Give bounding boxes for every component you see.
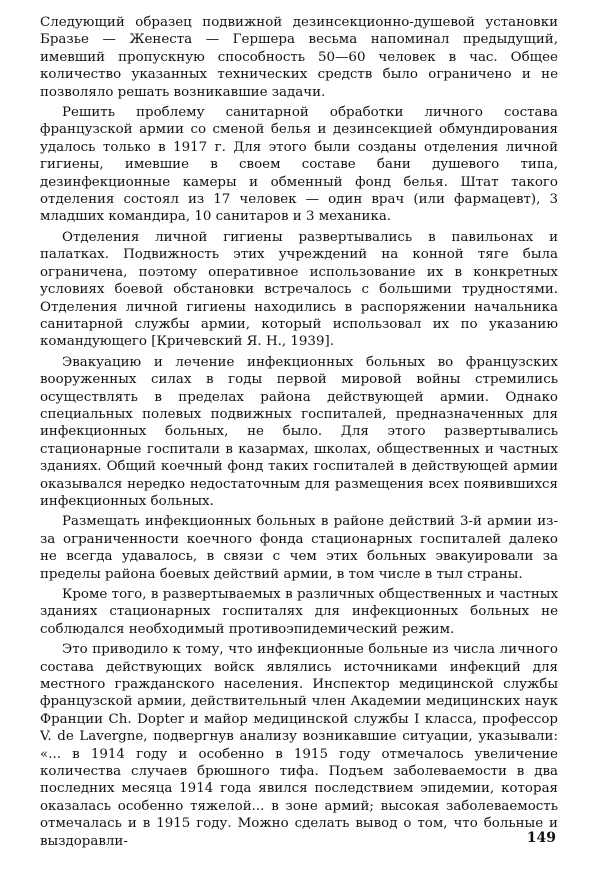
- paragraph-6: Кроме того, в развертываемых в различных общественных и частных зданиях стационарных госпиталях для инфекционных больных не соблюдался необходимый противоэпидемический режим.: [40, 587, 558, 637]
- paragraph-2: Решить проблему санитарной обработки личного состава французской армии со сменой белья и дезинсекцией обмундирования удалось только в 1917 г. Для этого были созданы отделения личной гигиены, имевшие в своем составе бани душевого типа, дезинфекционные камеры и обменный фонд белья. Штат такого отделения состоял из 17 человек — один врач (или фармацевт), 3 младших командира, 10 санитаров и 3 механика.: [40, 105, 558, 225]
- paragraph-5: Размещать инфекционных больных в районе действий 3-й армии из-за ограниченности коечного фонда стационарных госпиталей далеко не всегда удавалось, в связи с чем этих больных эвакуировали за пределы района боевых действий армии, в том числе в тыл страны.: [40, 514, 558, 582]
- paragraph-1: Следующий образец подвижной дезинсекционно-душевой установки Бразье — Женеста — Гершера весьма напоминал предыдущий, имевший пропускную способность 50—60 человек в час. Общее количество указанных технических средств было ограничено и не позволяло решать возникавшие задачи.: [40, 15, 558, 100]
- paragraph-7: Это приводило к тому, что инфекционные больные из числа личного состава действующих войск являлись источниками инфекций для местного гражданского населения. Инспектор медицинской службы французской армии, действительный член Академии медицинских наук Франции Ch. Dopter и майор медицинской службы I класса, профессор V. de Lavergne, подвергнув анализу возникавшие ситуации, указывали: «... в 1914 году и особенно в 1915 году отмечалось увеличение количества случаев брюшного тифа. Подъем заболеваемости в два последних месяца 1914 года явился последствием эпидемии, которая оказалась особенно тяжелой... в зоне армий; высокая заболеваемость отмечалась и в 1915 году. Можно сделать вывод о том, что больные и выздоравли-: [40, 642, 558, 849]
- page-body: [40, 14, 558, 853]
- paragraph-4: Эвакуацию и лечение инфекционных больных во французских вооруженных силах в годы первой мировой войны стремились осуществлять в пределах района действующей армии. Однако специальных полевых подвижных госпиталей, предназначенных для инфекционных больных, не было. Для этого развертывались стационарные госпитали в казармах, школах, общественных и частных зданиях. Общий коечный фонд таких госпиталей в действующей армии оказывался нередко недостаточным для размещения всех появившихся инфекционных больных.: [40, 354, 558, 509]
- page-number: 149: [526, 830, 556, 846]
- paragraph-3: Отделения личной гигиены развертывались в павильонах и палатках. Подвижность этих учреждений на конной тяге была ограничена, поэтому оперативное использование их в конкретных условиях боевой обстановки встречалось с большими трудностями. Отделения личной гигиены находились в распоряжении начальника санитарной службы армии, который использовал их по указанию командующего [Кричевский Я. Н., 1939].: [40, 229, 558, 350]
